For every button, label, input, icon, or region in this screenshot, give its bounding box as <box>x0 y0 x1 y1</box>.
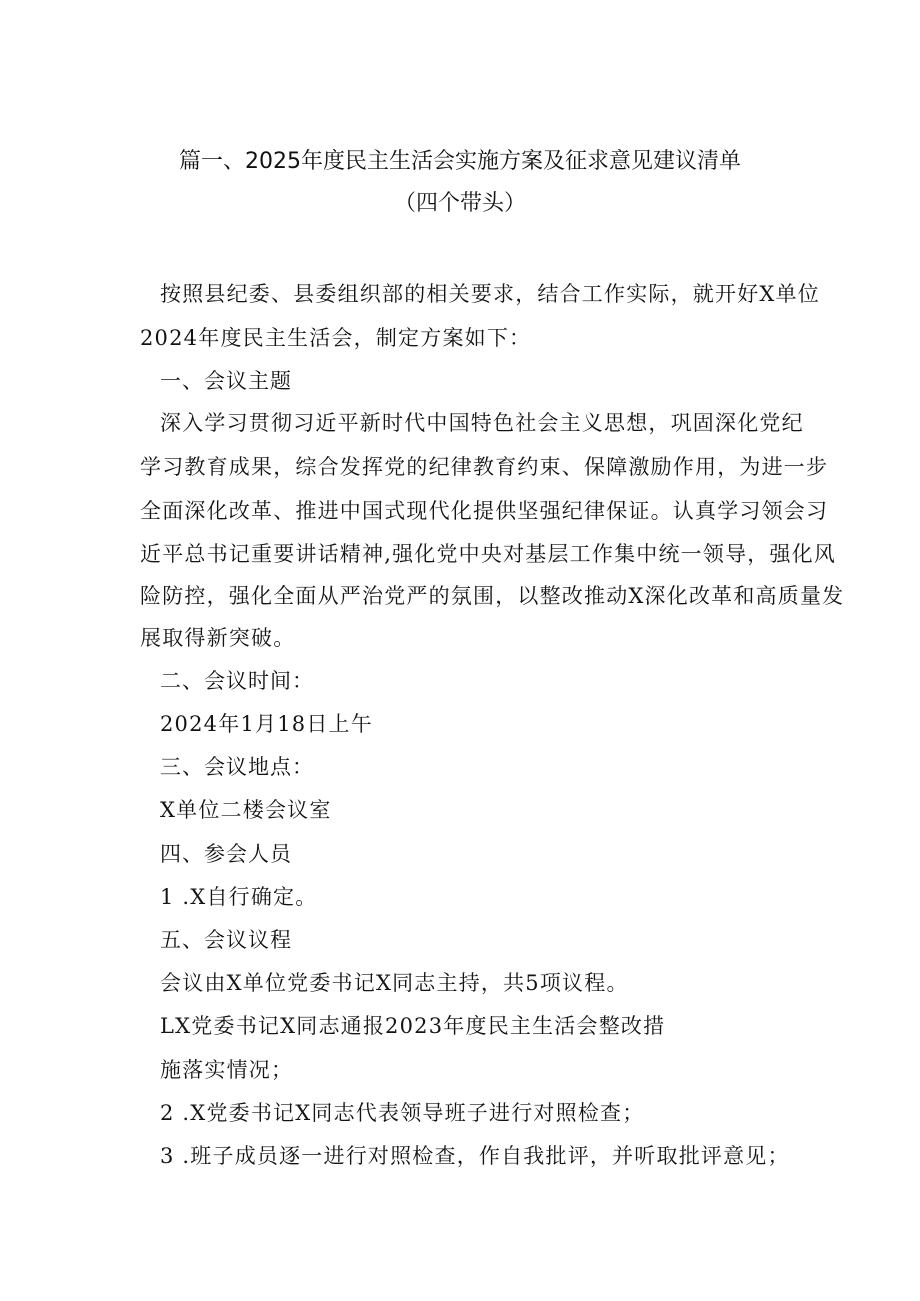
agenda-intro: 会议由X单位党委书记X同志主持，共5项议程。 <box>160 971 629 995</box>
meeting-time: 2024年1月18日上午 <box>160 712 373 736</box>
theme-line-6: 展取得新突破。 <box>140 626 296 650</box>
document-subtitle: （四个带头） <box>393 191 526 216</box>
agenda-item-1: LX党委书记X同志通报2023年度民主生活会整改措 <box>160 1014 666 1038</box>
agenda-item-1-continued: 施落实情况； <box>160 1058 294 1082</box>
intro-line-2: 2024年度民主生活会，制定方案如下： <box>140 326 532 350</box>
attendees-item-1: 1 .X自行确定。 <box>160 885 318 909</box>
section-heading-theme: 一、会议主题 <box>160 369 292 393</box>
agenda-item-2: 2 .X党委书记X同志代表领导班子进行对照检查； <box>160 1101 645 1125</box>
theme-line-3: 全面深化改革、推进中国式现代化提供坚强纪律保证。认真学习领会习 <box>140 499 829 523</box>
theme-line-5: 险防控，强化全面从严治党严的氛围，以整改推动X深化改革和高质量发 <box>140 584 845 608</box>
meeting-place: X单位二楼会议室 <box>160 798 332 822</box>
intro-line-1: 按照县纪委、县委组织部的相关要求，结合工作实际，就开好X单位 <box>160 282 820 306</box>
agenda-item-3: 3 .班子成员逐一进行对照检查，作自我批评，并听取批评意见； <box>160 1144 790 1168</box>
theme-line-1: 深入学习贯彻习近平新时代中国特色社会主义思想，巩固深化党纪 <box>160 411 804 435</box>
section-heading-place: 三、会议地点： <box>160 755 314 779</box>
section-heading-agenda: 五、会议议程 <box>160 928 292 952</box>
theme-line-2: 学习教育成果，综合发挥党的纪律教育约束、保障激励作用，为进一步 <box>140 455 829 479</box>
section-heading-attendees: 四、参会人员 <box>160 842 292 866</box>
section-heading-time: 二、会议时间： <box>160 669 314 693</box>
theme-line-4: 近平总书记重要讲话精神,强化党中央对基层工作集中统一领导，强化风 <box>140 542 837 566</box>
document-title: 篇一、2025年度民主生活会实施方案及征求意见建议清单 <box>179 149 741 174</box>
